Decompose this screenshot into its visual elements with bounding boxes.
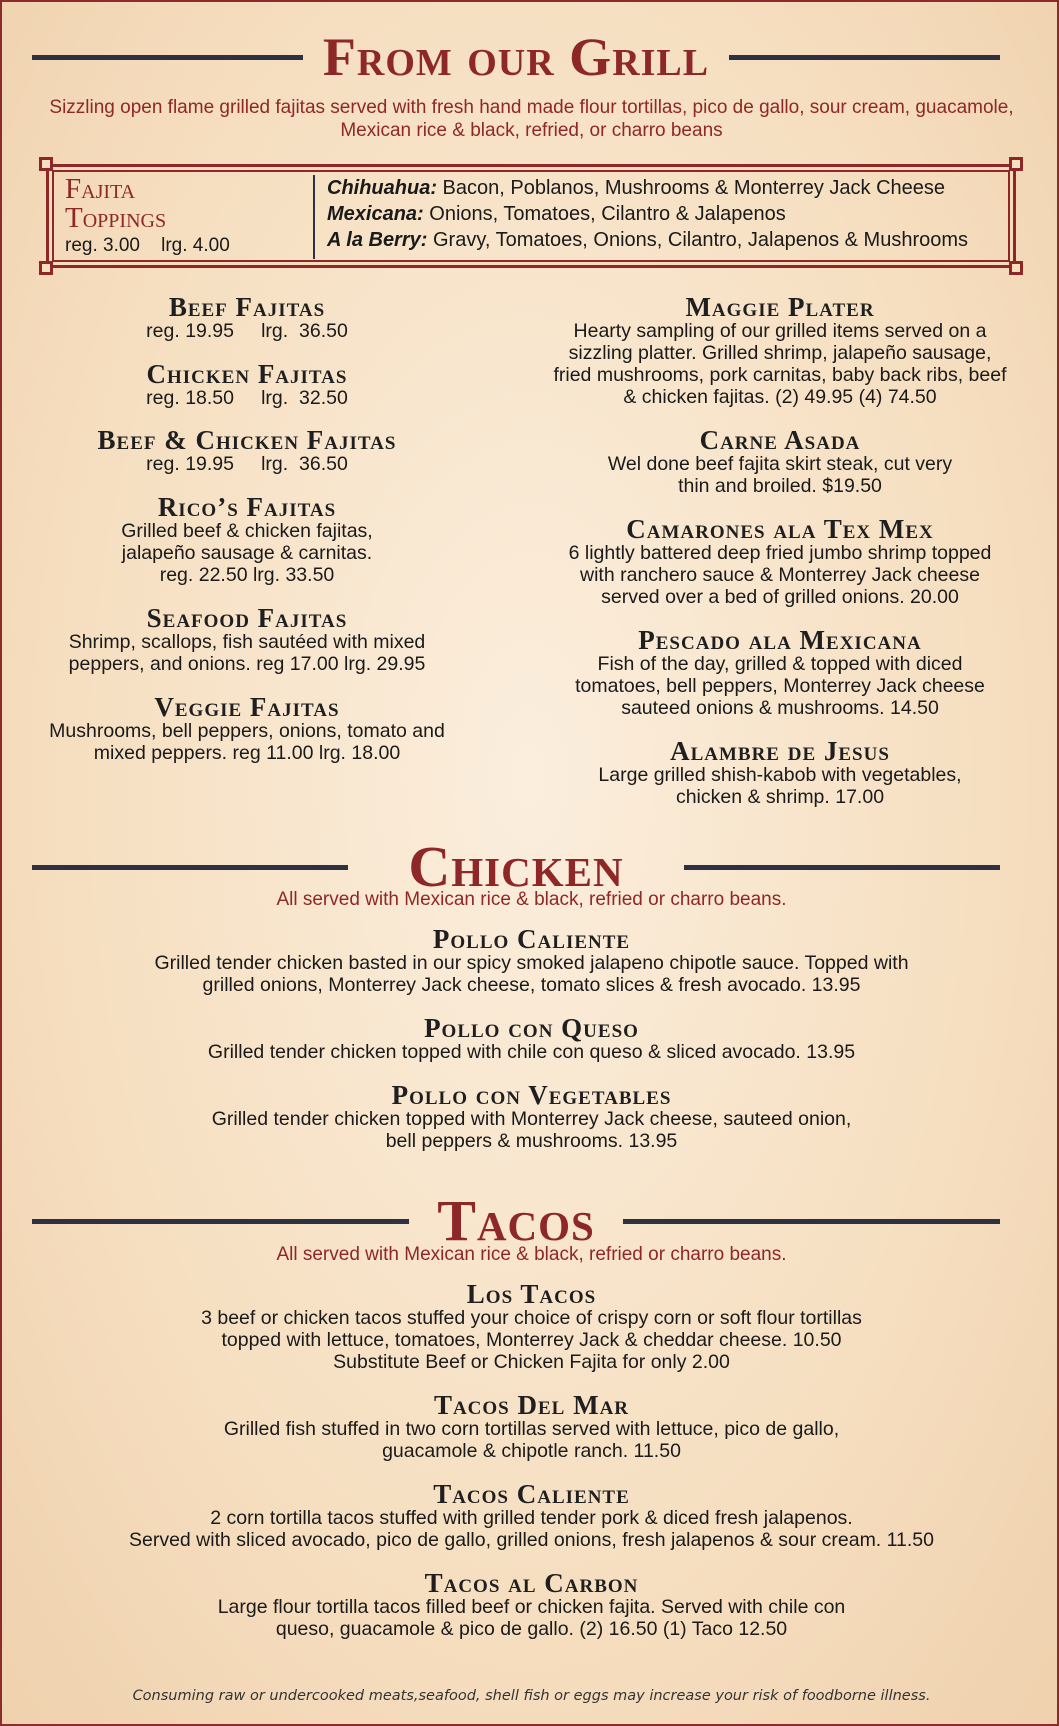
item-name: Beef Fajitas xyxy=(168,292,326,322)
item-desc: Fish of the day, grilled & topped with diced tomatoes, bell peppers, Monterrey Jack cheese sauteed onions & mushrooms. 14.50 xyxy=(575,653,985,719)
menu-item-carne-asada xyxy=(520,427,1040,497)
menu-item-pollo-con-queso xyxy=(22,1015,1041,1063)
item-name: Maggie Plater xyxy=(685,292,875,322)
tacos-header xyxy=(32,1188,1000,1253)
header-rule-left xyxy=(32,1219,409,1224)
grill-title: From our Grill xyxy=(322,27,710,87)
item-name: Camarones ala Tex Mex xyxy=(626,514,934,544)
menu-item-pollo-con-vegetables xyxy=(22,1082,1041,1152)
tacos-subtitle: All served with Mexican rice & black, refried or charro beans. xyxy=(276,1244,787,1265)
toppings-title-line1: Fajita xyxy=(65,173,136,205)
grill-subtitle: Sizzling open flame grilled fajitas served with fresh hand made flour tortillas, pico de gallo, sour cream, guacamole, Mexican rice & black, refried, or charro beans xyxy=(49,97,1014,141)
menu-item-maggie-plater xyxy=(520,294,1040,408)
menu-item-ricos-fajitas xyxy=(22,494,472,586)
item-name: Los Tacos xyxy=(466,1279,597,1309)
menu-item-pollo-caliente xyxy=(22,926,1041,996)
item-desc: Grilled fish stuffed in two corn tortillas served with lettuce, pico de gallo, guacamole & chipotle ranch. 11.50 xyxy=(223,1418,840,1462)
item-name: Tacos Caliente xyxy=(433,1479,630,1509)
item-desc: 6 lightly battered deep fried jumbo shrimp topped with ranchero sauce & Monterrey Jack cheese served over a bed of grilled onions. 20.00 xyxy=(568,542,992,608)
foodborne-illness-disclaimer: Consuming raw or undercooked meats,seafood, shell fish or eggs may increase your risk of foodborne illness. xyxy=(132,1688,931,1704)
corner-ornament xyxy=(39,157,53,171)
header-rule-left xyxy=(32,55,303,60)
menu-item-tacos-al-carbon xyxy=(22,1570,1041,1640)
item-desc: reg. 19.95 lrg. 36.50 xyxy=(146,320,348,342)
topping-option xyxy=(327,175,968,201)
item-desc: Wel done beef fajita skirt steak, cut very thin and broiled. $19.50 xyxy=(607,453,953,497)
item-desc: Hearty sampling of our grilled items served on a sizzling platter. Grilled shrimp, jalapeño sausage, fried mushrooms, pork carnitas, baby back ribs, beef & chicken fajitas. (2) 49.95 (4) 74.50 xyxy=(553,320,1007,408)
grill-header xyxy=(32,27,1000,87)
item-name: Tacos al Carbon xyxy=(424,1568,639,1598)
item-desc: Large flour tortilla tacos filled beef or chicken fajita. Served with chile con queso, guacamole & pico de gallo. (2) 16.50 (1) Taco 12.50 xyxy=(217,1596,846,1640)
toppings-title-line2: Toppings xyxy=(65,202,167,234)
item-name: Pescado ala Mexicana xyxy=(638,625,922,655)
item-desc: Grilled tender chicken topped with chile con queso & sliced avocado. 13.95 xyxy=(207,1041,856,1063)
item-desc: Grilled beef & chicken fajitas, jalapeño sausage & carnitas. reg. 22.50 lrg. 33.50 xyxy=(121,520,373,586)
item-desc: Mushrooms, bell peppers, onions, tomato and mixed peppers. reg 11.00 lrg. 18.00 xyxy=(49,720,445,764)
topping-desc: Bacon, Poblanos, Mushrooms & Monterrey Jack Cheese xyxy=(437,177,946,199)
tacos-title: Tacos xyxy=(437,1188,595,1253)
item-desc: reg. 19.95 lrg. 36.50 xyxy=(146,453,348,475)
menu-item-pescado-mexicana xyxy=(520,627,1040,719)
item-name: Tacos Del Mar xyxy=(433,1390,630,1420)
topping-option xyxy=(327,201,968,227)
menu-item-alambre-de-jesus xyxy=(520,738,1040,808)
item-desc: Grilled tender chicken topped with Monterrey Jack cheese, sauteed onion, bell peppers & mushrooms. 13.95 xyxy=(211,1108,852,1152)
item-name: Seafood Fajitas xyxy=(146,603,348,633)
toppings-price: reg. 3.00 lrg. 4.00 xyxy=(65,235,230,256)
corner-ornament xyxy=(39,261,53,275)
menu-item-chicken-fajitas xyxy=(22,361,472,409)
chicken-title: Chicken xyxy=(408,834,624,899)
item-name: Pollo con Queso xyxy=(424,1013,639,1043)
topping-desc: Onions, Tomatoes, Cilantro & Jalapenos xyxy=(423,203,786,225)
item-name: Rico’s Fajitas xyxy=(157,492,337,522)
topping-name: Chihuahua: xyxy=(327,177,437,199)
item-desc: Shrimp, scallops, fish sautéed with mixed peppers, and onions. reg 17.00 lrg. 29.95 xyxy=(68,631,426,675)
item-name: Veggie Fajitas xyxy=(154,692,340,722)
item-desc: reg. 18.50 lrg. 32.50 xyxy=(146,387,348,409)
item-desc: Grilled tender chicken basted in our spicy smoked jalapeno chipotle sauce. Topped with grilled onions, Monterrey Jack cheese, tomato slices & fresh avocado. 13.95 xyxy=(154,952,909,996)
item-desc: 2 corn tortilla tacos stuffed with grilled tender pork & diced fresh jalapenos. Served with sliced avocado, pico de gallo, grilled onions, fresh jalapenos & sour cream. 11.50 xyxy=(128,1507,934,1551)
topping-desc: Gravy, Tomatoes, Onions, Cilantro, Jalapenos & Mushrooms xyxy=(427,229,969,251)
menu-item-seafood-fajitas xyxy=(22,605,472,675)
chicken-subtitle: All served with Mexican rice & black, refried or charro beans. xyxy=(276,889,787,910)
header-rule-right xyxy=(729,55,1000,60)
toppings-options xyxy=(327,175,968,253)
header-rule-right xyxy=(684,865,1000,870)
menu-item-beef-chicken-fajitas xyxy=(22,427,472,475)
topping-option xyxy=(327,227,968,253)
topping-name: Mexicana: xyxy=(327,203,424,225)
fajita-toppings-box xyxy=(46,164,1016,268)
corner-ornament xyxy=(1009,261,1023,275)
item-name: Beef & Chicken Fajitas xyxy=(97,425,397,455)
toppings-label xyxy=(65,175,315,259)
item-name: Chicken Fajitas xyxy=(146,359,348,389)
topping-name: A la Berry: xyxy=(327,229,428,251)
item-name: Carne Asada xyxy=(699,425,861,455)
menu-item-camarones-tex-mex xyxy=(520,516,1040,608)
item-desc: 3 beef or chicken tacos stuffed your choice of crispy corn or soft flour tortillas topped with lettuce, tomatoes, Monterrey Jack & cheddar cheese. 10.50 Substitute Beef or Chicken Fajita for only 2.00 xyxy=(201,1307,862,1373)
menu-item-beef-fajitas xyxy=(22,294,472,342)
corner-ornament xyxy=(1009,157,1023,171)
menu-item-tacos-caliente xyxy=(22,1481,1041,1551)
item-desc: Large grilled shish-kabob with vegetables, chicken & shrimp. 17.00 xyxy=(598,764,962,808)
header-rule-left xyxy=(32,865,348,870)
item-name: Alambre de Jesus xyxy=(670,736,890,766)
header-rule-right xyxy=(623,1219,1000,1224)
menu-item-tacos-del-mar xyxy=(22,1392,1041,1462)
menu-item-los-tacos xyxy=(22,1281,1041,1373)
item-name: Pollo con Vegetables xyxy=(391,1080,672,1110)
item-name: Pollo Caliente xyxy=(432,924,631,954)
menu-item-veggie-fajitas xyxy=(22,694,472,764)
